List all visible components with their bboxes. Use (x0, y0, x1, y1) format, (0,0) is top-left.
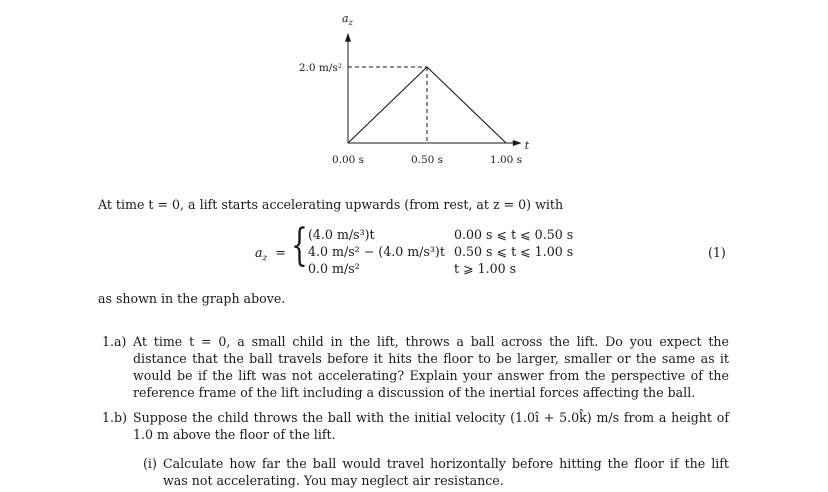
equation-lhs-subscript: z (262, 253, 268, 264)
y-axis-arrowhead (345, 33, 351, 42)
case-expr-3: 0.0 m/s² (308, 261, 360, 276)
equation-lhs (255, 244, 286, 268)
y-tick-label: 2.0 m/s² (298, 62, 342, 74)
x-tick-label: 0.00 s (331, 154, 365, 166)
y-axis-label-subscript: z (348, 17, 353, 27)
question-1b-text: Suppose the child throws the ball with the initial velocity (1.0î + 5.0k̂) m/s from a height of 1.0 m above the floor of the lift. (133, 410, 729, 442)
case-cond-1: 0.00 s ⩽ t ⩽ 0.50 s (454, 227, 574, 242)
data-segment (427, 67, 506, 143)
intro-text: At time t = 0, a lift starts accelerating upwards (from rest, at z = 0) with (98, 197, 564, 212)
x-tick-label: 0.50 s (410, 154, 444, 166)
after-equation-text: as shown in the graph above. (98, 291, 286, 306)
data-point (427, 67, 428, 68)
acceleration-graph (0, 0, 828, 180)
case-cond-3: t ⩾ 1.00 s (454, 261, 517, 276)
subquestion-i-text: Calculate how far the ball would travel horizontally before hitting the floor if the lift was not accelerating. You may neglect air resistance. (163, 456, 729, 488)
data-segment (348, 67, 427, 143)
x-tick-label: 1.00 s (489, 154, 523, 166)
data-point (348, 143, 349, 144)
equation-lhs-symbol: a (255, 245, 263, 260)
x-axis-label: t (524, 139, 530, 152)
case-cond-2: 0.50 s ⩽ t ⩽ 1.00 s (454, 244, 574, 259)
equation-brace: { (291, 220, 308, 271)
subquestion-i-label: (i) (143, 456, 157, 471)
equation-equals: = (275, 245, 286, 260)
question-1a-text: At time t = 0, a small child in the lift, throws a ball across the lift. Do you expect the distance that the ball travels before it hits the floor to be larger, smaller or the same as it would be if the lift was not accelerating? Explain your answer from the perspective of the reference frame of the lift including a discussion of the inertial forces affecting the ball. (133, 334, 729, 400)
x-axis-arrowhead (513, 140, 522, 146)
case-expr-2: 4.0 m/s² − (4.0 m/s³)t (308, 244, 445, 259)
equation-number: (1) (708, 245, 726, 260)
question-1a-label: 1.a) (102, 334, 127, 349)
case-expr-1: (4.0 m/s³)t (308, 227, 375, 242)
y-axis-label: $a_z$ (342, 11, 353, 27)
data-point (506, 143, 507, 144)
question-1b-label: 1.b) (102, 410, 127, 425)
